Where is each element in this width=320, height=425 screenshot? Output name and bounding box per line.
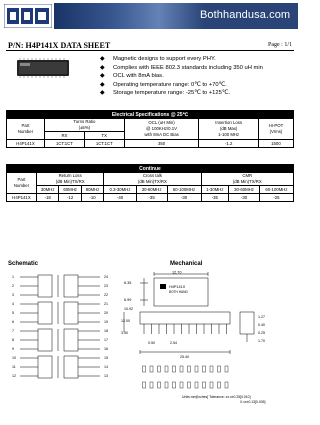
schematic-pin-label: 1 [12,275,14,280]
product-photo [14,56,72,80]
header-turns-unit: (±5%) [78,125,91,130]
cell-value: -30 [229,194,260,202]
table-row [7,140,294,148]
footprint-pad [143,382,146,388]
schematic-pin-label: 24 [104,275,108,280]
table-title: Continue [7,165,294,173]
header-return-loss-unit: (dB Min)TX/RX [55,179,85,184]
header-turns-ratio: Turns Ratio [73,119,96,124]
transformer-winding [64,356,78,378]
header-insertion-loss: Insertion Loss [215,120,243,125]
cell-tx: 1CT:1CT [84,140,124,148]
feature-item: ◆ Magnetic designs to support every PHY. [100,56,295,64]
dim-3: 3.50 [121,331,128,335]
dim-10: 1.70 [258,339,265,343]
page-indicator: Page : 1/1 [268,42,292,48]
footprint-pad [210,382,213,388]
freq-header: 0.3-30MHz [104,186,136,194]
feature-item: ◆ Operating temperature range: 0℃ to +70℃. [100,82,295,90]
cell-value: -30 [167,194,201,202]
freq-header: 60-100MHz [167,186,201,194]
header-il-unit: (dB Max) [219,126,238,131]
table-row [7,194,294,202]
title-divider [6,50,294,51]
company-logo [4,4,52,28]
dim-4: 0.50 [148,341,155,345]
cell-value: -25 [259,194,293,202]
schematic-pin-label: 3 [12,293,14,298]
brand-name: Bothhandusa.com [200,9,291,21]
header-ocl-cond: @ 100KHz/0.1V [146,126,178,131]
schematic-pin-label: 16 [104,347,108,352]
footprint-pad [158,366,161,372]
footprint-pad [218,366,221,372]
footprint-pad [165,382,168,388]
header-ocl: OCL (uH Min) [148,120,175,125]
schematic-pin-label: 8 [12,338,14,343]
header-cross-talk-unit: (dB Min)TX/RX [137,179,167,184]
schematic-pin-label: 21 [104,302,108,307]
freq-header: 30-60MHz [229,186,260,194]
transformer-winding [38,329,52,351]
electrical-spec-table [6,110,294,148]
schematic-pin-label: 10 [12,356,16,361]
footprint-pad [218,382,221,388]
footprint-pad [150,382,153,388]
header-number: Number [13,183,30,188]
continue-spec-table [6,164,294,202]
cell-insertion-loss: -1.2 [199,140,258,148]
table-title: Electrical Specifications @ 25℃ [7,111,294,119]
schematic-pin-label: 5 [12,311,14,316]
header-rx: RX [45,132,85,140]
footprint-pad [188,366,191,372]
schematic-pin-label: 22 [104,293,108,298]
footprint-pad [195,382,198,388]
header-part: Part [17,177,26,182]
header-cmr: CMR [242,173,253,178]
cell-value: -18 [37,194,59,202]
schematic-pin-label: 9 [12,347,14,352]
footprint-pad [225,366,228,372]
schematic-pin-label: 2 [12,284,14,289]
schematic-pin-label: 6 [12,320,14,325]
footprint-pad [180,382,183,388]
header-il-range: 1-100 MHz [218,132,240,137]
footprint-pad [165,366,168,372]
cell-part: H4P141X [7,140,45,148]
header-hipot-unit: (Vrms) [269,129,283,134]
dim-top: 12.70 [172,270,182,275]
dim-7: 1.27 [258,315,265,319]
transformer-winding [38,356,52,378]
mech-chip-label: H4P141X [169,285,186,289]
freq-header: 30-60MHz [136,186,167,194]
dim-8: 0.40 [258,323,265,327]
footprint-pad [143,366,146,372]
footprint-pad [158,382,161,388]
transformer-winding [64,302,78,324]
feature-item: ◆ Complies with IEEE 802.3 standards including 350 uH min [100,65,295,73]
transformer-winding [38,302,52,324]
footprint-pad [195,366,198,372]
feature-item: ◆ OCL with 8mA bias. [100,73,295,81]
schematic-pin-label: 14 [104,365,108,370]
cell-rx: 1CT:1CT [45,140,85,148]
footprint-pad [203,366,206,372]
dim-6: 25.40 [180,355,189,359]
header-cross-talk: Cross talk [142,173,162,178]
schematic-pin-label: 13 [104,374,108,379]
schematic-pin-label: 12 [12,374,16,379]
footprint-pad [173,382,176,388]
freq-header: 60MHz [59,186,81,194]
cell-part: H4P141X [7,194,37,202]
dim-1: 10.92 [124,307,133,311]
footprint-pad [150,366,153,372]
tolerance-note-2: X.xx±0.13[0.005] [240,400,266,404]
header-hipot: HI-POT [268,123,284,128]
schematic-label: Schematic [8,261,39,267]
header-number: Number [17,129,34,134]
schematic-diagram [8,273,114,391]
schematic-pin-label: 18 [104,329,108,334]
freq-header: 60-100MHz [259,186,293,194]
transformer-winding [64,329,78,351]
mech-chip-sub: BOTH HAND [169,290,188,294]
footprint-pad [203,382,206,388]
cell-value: -35 [136,194,167,202]
transformer-winding [38,275,52,297]
mechanical-drawing [120,270,296,420]
cell-hipot: 1500 [258,140,293,148]
part-number-title: P/N: H4P141X DATA SHEET [8,41,111,50]
dim-9: 0.25 [258,331,265,335]
cell-value: -35 [201,194,229,202]
dim-2: 12.00 [121,319,130,323]
header-return-loss: Return Loss [58,173,82,178]
feature-list [100,56,295,99]
header-part: Part [21,123,30,128]
schematic-pin-label: 4 [12,302,14,307]
schematic-pin-label: 11 [12,365,16,370]
header-ocl-bias: with 8mA DC Bias [144,132,179,137]
header-tx: TX [84,132,124,140]
mechanical-label: Mechanical [170,261,203,267]
schematic-pin-label: 23 [104,284,108,289]
freq-header: 30MHz [37,186,59,194]
transformer-winding [64,275,78,297]
footprint-pad [210,366,213,372]
header-banner [0,0,300,33]
schematic-pin-label: 15 [104,356,108,361]
dim-side-2: 6.99 [124,298,132,302]
header-cmr-unit: (dB Min)TX/RX [232,179,262,184]
schematic-pin-label: 20 [104,311,108,316]
footprint-pad [173,366,176,372]
footprint-pad [225,382,228,388]
schematic-pin-label: 7 [12,329,14,334]
dim-side-1: 6.35 [124,281,132,285]
freq-header: 1-30MHz [201,186,229,194]
header-band-texture [54,3,204,29]
feature-item: ◆ Storage temperature range: -25℃ to +125℃. [100,90,295,98]
footprint-pad [180,366,183,372]
footprint-pad [188,382,191,388]
tolerance-note: Units mm[Inches] Tolerance: xx.x±0.25[0.010] [182,395,251,399]
dim-5: 2.54 [170,341,177,345]
freq-header: 80MHz [81,186,103,194]
cell-value: -10 [81,194,103,202]
schematic-pin-label: 17 [104,338,108,343]
schematic-pin-label: 19 [104,320,108,325]
cell-ocl: 350 [124,140,199,148]
cell-value: -40 [104,194,136,202]
cell-value: -12 [59,194,81,202]
